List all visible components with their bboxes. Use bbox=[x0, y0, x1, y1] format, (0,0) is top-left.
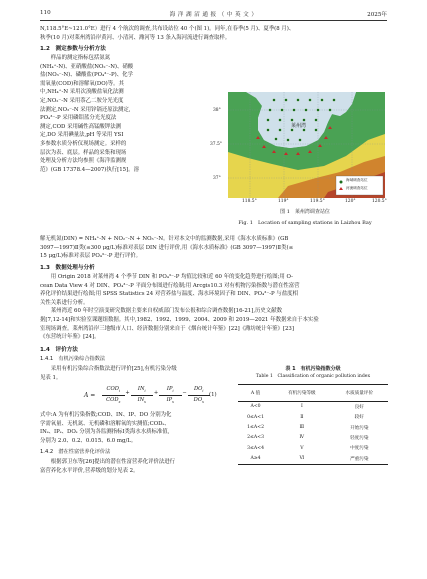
text-line: (NH₄⁺-N)、亚硝酸盐(NO₂⁻-N)、硝酸 bbox=[40, 63, 134, 70]
methods-column-text bbox=[40, 54, 139, 174]
text-line: 关性关系进行分析。 bbox=[40, 299, 89, 306]
organic-index-formula bbox=[84, 385, 224, 409]
table-cell: 1≤A<2 bbox=[247, 425, 264, 431]
formula-term: $COD_i$ $COD_s$ bbox=[102, 385, 125, 406]
table-cell: 轻度污染 bbox=[350, 435, 369, 441]
text-line: PO₄³⁻-P 采用磷钼蓝分光光度法 bbox=[40, 115, 117, 122]
section-heading-1-4: 1.4 评价方法 bbox=[40, 347, 78, 353]
lat-label: 37° bbox=[213, 176, 221, 181]
table-row bbox=[238, 412, 388, 422]
table-cell: 3≤A<4 bbox=[247, 445, 264, 451]
header-rule bbox=[40, 20, 387, 21]
intro-paragraph bbox=[40, 25, 294, 42]
table-cell: 严重污染 bbox=[350, 456, 369, 462]
text-line: 《东营统计年鉴》[24]。 bbox=[40, 334, 100, 341]
table-cell: 中度污染 bbox=[350, 446, 369, 452]
table-cell: Ⅰ bbox=[300, 404, 303, 410]
text-line: 解无机氮(DIN) = NH₄⁺-N + NO₂⁻-N + NO₃⁻-N。针对本文中的监测数据,采用《海水水质标准》(GB bbox=[40, 236, 289, 242]
text-line: 中,NH₄⁺-N 采用次溴酸盐氧化法测 bbox=[40, 89, 124, 96]
text-line: 富营养化水平评价,营养级的划分见表 2。 bbox=[40, 467, 139, 474]
text-line: 3097—1997)Ⅱ类(≤300 μg/L)标准对表层 DIN 进行评价,用《海水水质标准》(GB 3097—1997)Ⅱ类(≤ bbox=[40, 244, 294, 251]
subsection-1-4-1: 1.4.1 有机污染综合指数法 bbox=[40, 356, 106, 362]
text-line: 层次为表、底层。样品的采集和现场 bbox=[40, 149, 127, 156]
text-line: 式中:A 为有机污染指数;COD、IN、IP、DO 分别为化 bbox=[40, 412, 172, 418]
table-cell: Ⅳ bbox=[299, 435, 305, 441]
table-cell: 2≤A<3 bbox=[247, 435, 264, 441]
text-line: 莱州湾近 60 年时空演变研究数据主要来自权威部门发布公报和综合调查数据[16-21],历史文献数 bbox=[40, 308, 282, 315]
formula-terms: $COD_i$ $COD_s$ + $IN_i$ $IN_s$ + $IP_i$ $IP_s$ − $DO_i$ $DO_s$ bbox=[102, 385, 210, 406]
lat-label: 38° bbox=[213, 108, 221, 113]
text-line: 秋季(10 月)对莱州湾沿岸黄河、小清河、潍河等 13 条入海河流进行调查取样。 bbox=[40, 34, 231, 41]
table-cell: Ⅴ bbox=[300, 445, 304, 451]
legend-sea-marker bbox=[340, 181, 343, 184]
section-heading-1-3: 1.3 数据处理与分析 bbox=[40, 265, 95, 271]
equation-number: (1) bbox=[209, 392, 217, 398]
text-line: N,118.5°E~121.0°E）进行 4 个航次的调查,共布设站位 40 个(图 1)。同年,在春季(5 月)、夏季(8 月)、 bbox=[40, 26, 295, 32]
table-header-row bbox=[238, 384, 388, 401]
legend-river-label: 河流调查站位 bbox=[346, 186, 368, 190]
classification-table bbox=[238, 384, 388, 465]
lon-label: 119° bbox=[278, 199, 289, 204]
table-1 bbox=[238, 365, 388, 465]
table-row bbox=[238, 454, 388, 465]
table-title-en: Table 1 Classification of organic pollution index bbox=[255, 374, 371, 379]
text-line: 需氧量(COD)和溶解氧(DO)等。其 bbox=[40, 80, 124, 87]
text-line: INₛ、IPₛ、DOₛ 分别为各监测指标Ⅰ类海水水质标准值, bbox=[40, 429, 170, 436]
table-row bbox=[238, 443, 388, 453]
text-line: 法测定,NO₃⁻-N 采用锌镉还原法测定, bbox=[40, 106, 131, 113]
text-line: 学需氧量、无机氮、无机磷和溶解氧的实测值;CODₛ、 bbox=[40, 420, 170, 427]
figure-caption-en: Fig. 1 Location of sampling stations in Laizhou Bay bbox=[238, 220, 372, 226]
bay-label: 莱州湾 bbox=[291, 123, 307, 129]
lat-label: 37.5° bbox=[210, 142, 222, 147]
table-cell: Ⅲ bbox=[299, 425, 305, 431]
text-line: 室现场调查。莱州湾沿岸三地级市人口、经济数据分别来自于《烟台统计年鉴》[22]《潍坊统计年鉴》[23] bbox=[40, 325, 294, 332]
table-cell: A≥4 bbox=[250, 456, 261, 462]
text-line: 15 μg/L)标准对表层 PO₄³⁻-P 进行评价。 bbox=[40, 253, 142, 260]
lon-label: 120° bbox=[345, 199, 356, 204]
section-heading-1-2: 1.2 测定参数与分析方法 bbox=[40, 46, 106, 52]
text-line: 处理及分析方法均参照《海洋监测规 bbox=[40, 158, 127, 165]
text-line: 范》(GB 17378.4—2007)执行[15]。溶 bbox=[40, 166, 139, 173]
table-cell: 0≤A<1 bbox=[247, 414, 264, 420]
evaluation-paragraph bbox=[40, 365, 177, 382]
text-line: 采用有机污染综合指数法进行评价[25],有机污染分级 bbox=[40, 366, 177, 372]
table-row bbox=[238, 401, 388, 412]
text-line: 定,NO₂⁻-N 采用萘乙二胺分光光度 bbox=[40, 97, 124, 104]
figure-caption-cn: 图 1 莱州湾调查站位 bbox=[280, 209, 330, 215]
subsection-1-4-2: 1.4.2 潜在性富营养化评价法 bbox=[40, 449, 111, 455]
text-line: 样品的测定指标包括氨氮 bbox=[40, 55, 111, 61]
column-header: 水质质量评价 bbox=[345, 390, 374, 396]
table-cell: 较好 bbox=[354, 415, 364, 421]
table-row bbox=[238, 433, 388, 443]
table-cell: Ⅵ bbox=[299, 456, 305, 462]
formula-lhs: A = bbox=[84, 392, 96, 399]
text-line: 养化评价结果进行绘图;用 SPSS Statistics 24 对营养盐与温度、海水环境因子和 DIN、PO₄³⁻-P 与盐度相 bbox=[40, 291, 298, 298]
text-line: 盐(NO₃⁻-N)、磷酸盐(PO₄³⁻-P)、化学 bbox=[40, 72, 133, 79]
table-title-cn: 表 1 有机污染指数分级 bbox=[285, 366, 341, 372]
table-cell: Ⅱ bbox=[300, 414, 304, 420]
journal-title: 海 洋 湖 沼 通 报 （ 中 英 文 ） bbox=[169, 12, 258, 18]
study-area-map bbox=[228, 92, 385, 198]
lon-label: 118.5° bbox=[242, 199, 257, 204]
text-line: 分别为 2.0、0.2、0.015、6.0 mg/L。 bbox=[40, 437, 137, 444]
header-year: 2025年 bbox=[367, 12, 387, 18]
lon-label: 119.5° bbox=[310, 199, 325, 204]
text-line: 据[7,12-14]和实验室课题组数据。其中,1982、1992、1999、2004、2009 和 2019—2021 年数据来自于本实验 bbox=[40, 316, 319, 323]
lon-label: 120.5° bbox=[372, 199, 387, 204]
formula-term: $IP_i$ $IP_s$ bbox=[159, 385, 182, 406]
din-paragraph bbox=[40, 235, 293, 261]
table-cell: 良好 bbox=[354, 404, 364, 410]
formula-term: $DO_i$ $DO_s$ bbox=[188, 385, 211, 406]
data-processing-paragraph bbox=[40, 273, 319, 342]
text-line: 见表 1。 bbox=[40, 374, 62, 381]
text-line: 测定,COD 采用碱性高锰酸钾法测 bbox=[40, 123, 121, 130]
text-line: 定,DO 采用碘量法,pH 等采用 YSI bbox=[40, 132, 124, 139]
legend-sea-label: 海域调查站位 bbox=[346, 178, 368, 182]
table-row bbox=[238, 422, 388, 432]
table-cell: A<0 bbox=[250, 404, 261, 410]
column-header: 有机污染等级 bbox=[288, 390, 316, 396]
text-line: 用 Origin 2018 对莱州湾 4 个季节 DIN 和 PO₄³⁻-P 均值比较和近 60 年的变化趋势进行绘图;用 O- bbox=[40, 274, 293, 280]
text-line: 根据郭卫东等[26]提出的潜在性富营养化评价法进行 bbox=[40, 459, 176, 465]
formula-explanation bbox=[40, 411, 171, 445]
column-header: A 值 bbox=[250, 390, 261, 396]
eutrophication-paragraph bbox=[40, 458, 175, 475]
page-number: 110 bbox=[40, 10, 51, 16]
formula-term: $IN_i$ $IN_s$ bbox=[131, 385, 154, 406]
text-line: 多参数水质分析仪现场测定。采样的 bbox=[40, 140, 127, 147]
table-cell: 开始污染 bbox=[350, 425, 369, 431]
text-line: cean Data View 4 对 DIN、PO₄³⁻-P 平面分布图进行绘制;用 Arcgis10.3 对有机物污染指数与潜在性富营 bbox=[40, 282, 300, 289]
